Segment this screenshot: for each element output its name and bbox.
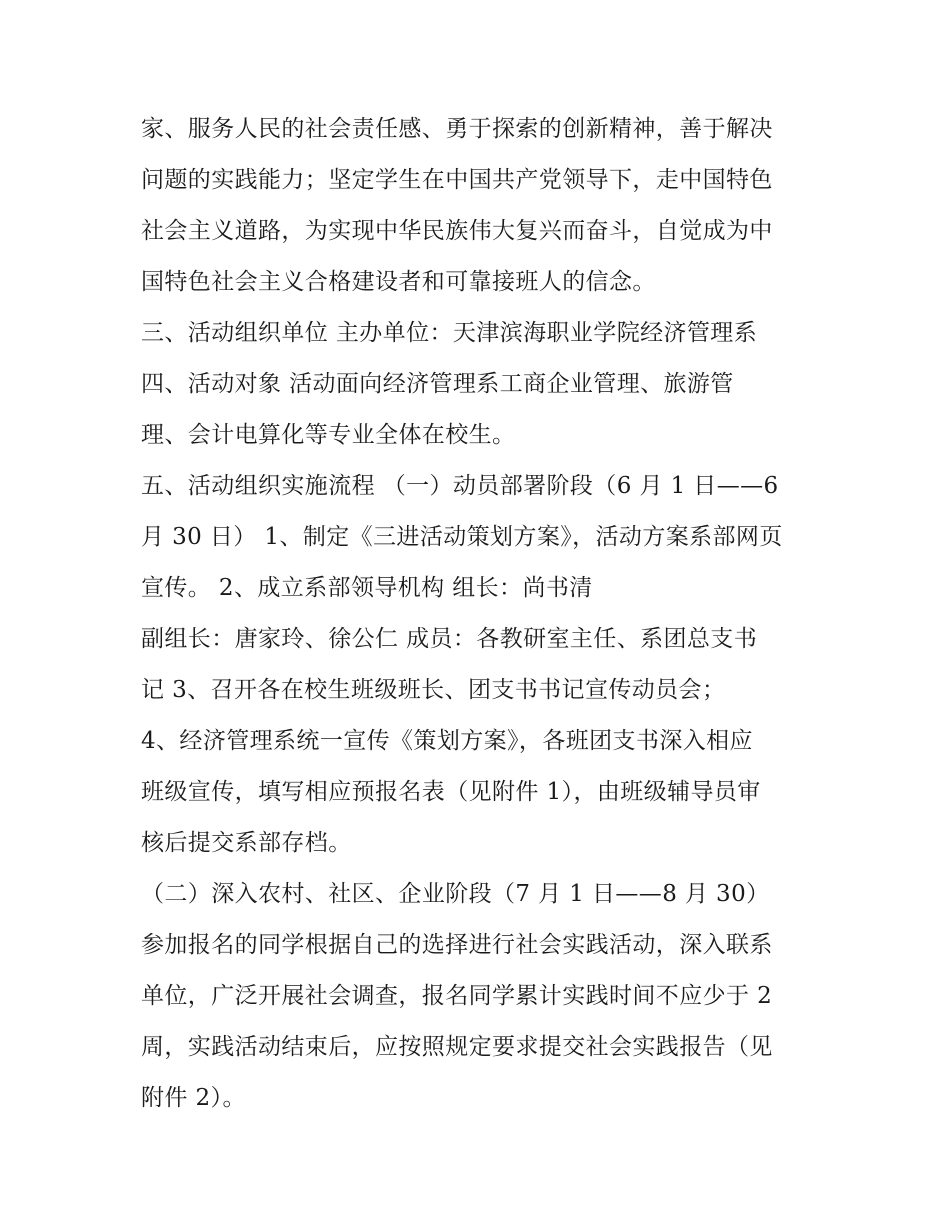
section-three-line: 三、活动组织单位 主办单位：天津滨海职业学院经济管理系: [141, 320, 758, 346]
text-line: 核后提交系部存档。: [141, 830, 352, 856]
section-five-line: 五、活动组织实施流程 （一）动员部署阶段（6 月 1 日——6: [141, 473, 779, 499]
text-line: 记 3、召开各在校生班级班长、团支书书记宣传动员会；: [141, 677, 726, 703]
body-text: [141, 104, 821, 1124]
text-line: 单位，广泛开展社会调查，报名同学累计实践时间不应少于 2: [141, 983, 773, 1009]
text-line: 宣传。 2、成立系部领导机构 组长：尚书清: [141, 575, 593, 601]
section-four-line: 四、活动对象 活动面向经济管理系工商企业管理、旅游管: [141, 371, 734, 397]
text-line: 周，实践活动结束后，应按照规定要求提交社会实践报告（见: [141, 1034, 773, 1060]
text-line: 4、经济管理系统一宣传《策划方案》，各班团支书深入相应: [141, 728, 753, 754]
text-line: 月 30 日） 1、制定《三进活动策划方案》，活动方案系部网页: [141, 524, 783, 550]
text-line: 问题的实践能力；坚定学生在中国共产党领导下，走中国特色: [141, 167, 773, 193]
text-line: 理、会计电算化等专业全体在校生。: [141, 422, 516, 448]
text-line: 副组长：唐家玲、徐公仁 成员：各教研室主任、系团总支书: [141, 626, 758, 652]
text-line: 参加报名的同学根据自己的选择进行社会实践活动，深入联系: [141, 932, 773, 958]
text-line: 社会主义道路，为实现中华民族伟大复兴而奋斗，自觉成为中: [141, 218, 773, 244]
subsection-two-line: （二）深入农村、社区、企业阶段（7 月 1 日——8 月 30）: [141, 881, 770, 907]
text-line: 国特色社会主义合格建设者和可靠接班人的信念。: [141, 269, 656, 295]
text-line: 班级宣传，填写相应预报名表（见附件 1），由班级辅导员审: [141, 779, 761, 805]
text-line: 附件 2）。: [141, 1085, 246, 1111]
text-line: 家、服务人民的社会责任感、勇于探索的创新精神，善于解决: [141, 116, 773, 142]
